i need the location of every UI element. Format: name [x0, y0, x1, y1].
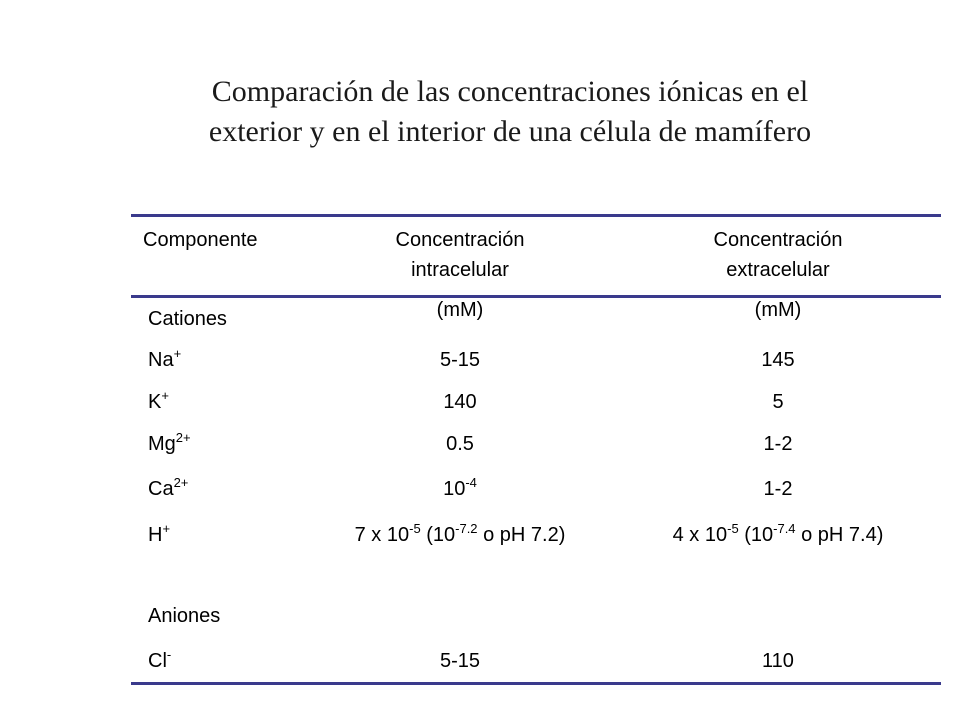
row-cl-intra: 5-15 — [439, 650, 481, 672]
row-mg-extra: 1-2 — [763, 433, 793, 455]
section-aniones: Aniones — [148, 605, 221, 627]
row-mg-intra: 0.5 — [446, 433, 474, 455]
header-extra-unit: (mM) — [754, 299, 802, 321]
title-line-2: exterior y en el interior de una célula de mamífero — [208, 115, 812, 148]
row-na-intra: 5-15 — [439, 349, 481, 371]
row-ca-intra: $10^{-4}$ — [443, 475, 477, 500]
header-extra-line2: extracelular — [726, 259, 830, 281]
row-mg-symbol: $Mg^{2+}$ — [148, 430, 191, 455]
row-k-extra: 5 — [772, 391, 784, 413]
header-extracelular — [620, 225, 936, 285]
header-intra-line1: Concentración — [395, 229, 525, 251]
table-top-rule — [131, 214, 941, 217]
row-h-symbol: H+ — [148, 521, 171, 546]
row-h-extra: 4 x $10^{-5}$ ($10^{-7.4}$ o pH 7.4) — [672, 521, 884, 546]
row-cl-symbol: Cl- — [148, 647, 172, 672]
row-na-symbol: Na+ — [148, 346, 182, 371]
header-intra-line2: intracelular — [411, 259, 509, 281]
header-intracelular — [310, 225, 610, 285]
row-h-intra: 7 x $10^{-5}$ ($10^{-7.2}$ o pH 7.2) — [354, 521, 566, 546]
row-ca-symbol: $Ca^{2+}$ — [148, 475, 189, 500]
table-bottom-rule — [131, 682, 941, 685]
row-na-extra: 145 — [761, 349, 795, 371]
page-title — [150, 72, 870, 152]
title-line-1: Comparación de las concentraciones iónicas en el — [211, 75, 809, 108]
section-cationes: Cationes — [148, 308, 227, 330]
row-k-symbol: K+ — [148, 388, 169, 413]
row-ca-extra: 1-2 — [763, 478, 793, 500]
header-componente: Componente — [143, 229, 258, 251]
header-intra-unit: (mM) — [436, 299, 484, 321]
header-extra-line1: Concentración — [713, 229, 843, 251]
row-cl-extra: 110 — [762, 650, 794, 672]
row-k-intra: 140 — [443, 391, 477, 413]
